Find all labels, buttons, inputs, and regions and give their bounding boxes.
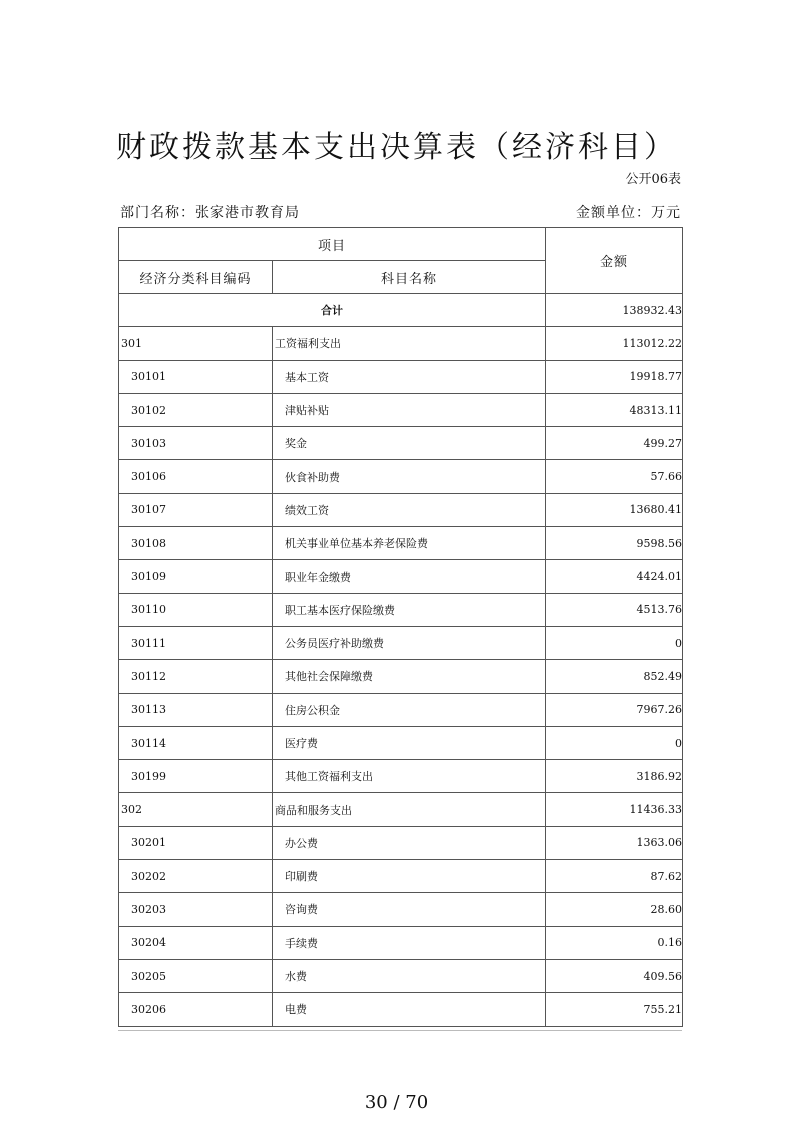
table-row (119, 493, 683, 526)
table-row (119, 926, 683, 959)
header-project: 项目 (119, 228, 546, 261)
row-code: 30107 (119, 493, 273, 526)
table-row (119, 760, 683, 793)
row-amount: 1363.06 (546, 826, 683, 859)
table-row (119, 826, 683, 859)
row-amount: 13680.41 (546, 493, 683, 526)
row-name: 机关事业单位基本养老保险费 (273, 527, 546, 560)
table-row (119, 527, 683, 560)
form-number: 公开06表 (625, 172, 681, 187)
row-name: 手续费 (273, 926, 546, 959)
row-amount: 4424.01 (546, 560, 683, 593)
table-row (119, 327, 683, 360)
row-name: 基本工资 (273, 360, 546, 393)
row-code: 302 (119, 793, 273, 826)
header-amount: 金额 (546, 228, 683, 294)
row-amount: 28.60 (546, 893, 683, 926)
row-code: 30109 (119, 560, 273, 593)
row-name: 水费 (273, 959, 546, 992)
row-amount: 9598.56 (546, 527, 683, 560)
row-name: 电费 (273, 993, 546, 1026)
row-amount: 755.21 (546, 993, 683, 1026)
row-name: 绩效工资 (273, 493, 546, 526)
row-amount: 0.16 (546, 926, 683, 959)
row-name: 咨询费 (273, 893, 546, 926)
row-name: 印刷费 (273, 860, 546, 893)
row-code: 30199 (119, 760, 273, 793)
row-code: 30111 (119, 626, 273, 659)
row-name: 津贴补贴 (273, 393, 546, 426)
row-code: 30203 (119, 893, 273, 926)
row-amount: 57.66 (546, 460, 683, 493)
row-code: 30114 (119, 726, 273, 759)
row-amount: 113012.22 (546, 327, 683, 360)
header-name: 科目名称 (273, 261, 546, 294)
row-code: 301 (119, 327, 273, 360)
row-code: 30110 (119, 593, 273, 626)
row-amount: 48313.11 (546, 393, 683, 426)
row-code: 30112 (119, 660, 273, 693)
table-row (119, 993, 683, 1026)
table-row (119, 860, 683, 893)
amount-unit-label: 金额单位：万元 (576, 205, 681, 221)
row-amount: 3186.92 (546, 760, 683, 793)
page-number: 30 / 70 (364, 1092, 429, 1113)
row-name: 商品和服务支出 (273, 793, 546, 826)
row-code: 30206 (119, 993, 273, 1026)
total-label: 合计 (119, 294, 546, 327)
row-amount: 19918.77 (546, 360, 683, 393)
row-amount: 499.27 (546, 427, 683, 460)
row-amount: 11436.33 (546, 793, 683, 826)
table-row (119, 593, 683, 626)
table-row (119, 660, 683, 693)
row-amount: 87.62 (546, 860, 683, 893)
row-code: 30202 (119, 860, 273, 893)
page-title: 财政拨款基本支出决算表（经济科目） (116, 130, 677, 165)
row-name: 伙食补助费 (273, 460, 546, 493)
row-amount: 409.56 (546, 959, 683, 992)
table-row (119, 393, 683, 426)
table-row (119, 560, 683, 593)
row-name: 办公费 (273, 826, 546, 859)
row-name: 其他社会保障缴费 (273, 660, 546, 693)
table-row (119, 693, 683, 726)
table-row (119, 427, 683, 460)
row-amount: 0 (546, 626, 683, 659)
row-code: 30103 (119, 427, 273, 460)
header-code: 经济分类科目编码 (119, 261, 273, 294)
department-label: 部门名称：张家港市教育局 (120, 205, 300, 221)
table-row (119, 793, 683, 826)
row-name: 奖金 (273, 427, 546, 460)
row-code: 30108 (119, 527, 273, 560)
row-amount: 4513.76 (546, 593, 683, 626)
row-code: 30201 (119, 826, 273, 859)
table-row (119, 360, 683, 393)
row-code: 30106 (119, 460, 273, 493)
row-name: 职工基本医疗保险缴费 (273, 593, 546, 626)
row-code: 30205 (119, 959, 273, 992)
total-amount: 138932.43 (546, 294, 683, 327)
table-row (119, 626, 683, 659)
expenditure-table (118, 227, 683, 1027)
table-row (119, 959, 683, 992)
table-row (119, 460, 683, 493)
row-name: 职业年金缴费 (273, 560, 546, 593)
table-bottom-line (118, 1030, 682, 1031)
total-row (119, 294, 683, 327)
row-code: 30204 (119, 926, 273, 959)
row-name: 工资福利支出 (273, 327, 546, 360)
row-code: 30101 (119, 360, 273, 393)
row-code: 30102 (119, 393, 273, 426)
row-amount: 0 (546, 726, 683, 759)
row-name: 公务员医疗补助缴费 (273, 626, 546, 659)
row-name: 其他工资福利支出 (273, 760, 546, 793)
table-row (119, 726, 683, 759)
row-amount: 7967.26 (546, 693, 683, 726)
table-row (119, 893, 683, 926)
row-name: 住房公积金 (273, 693, 546, 726)
row-amount: 852.49 (546, 660, 683, 693)
row-code: 30113 (119, 693, 273, 726)
row-name: 医疗费 (273, 726, 546, 759)
